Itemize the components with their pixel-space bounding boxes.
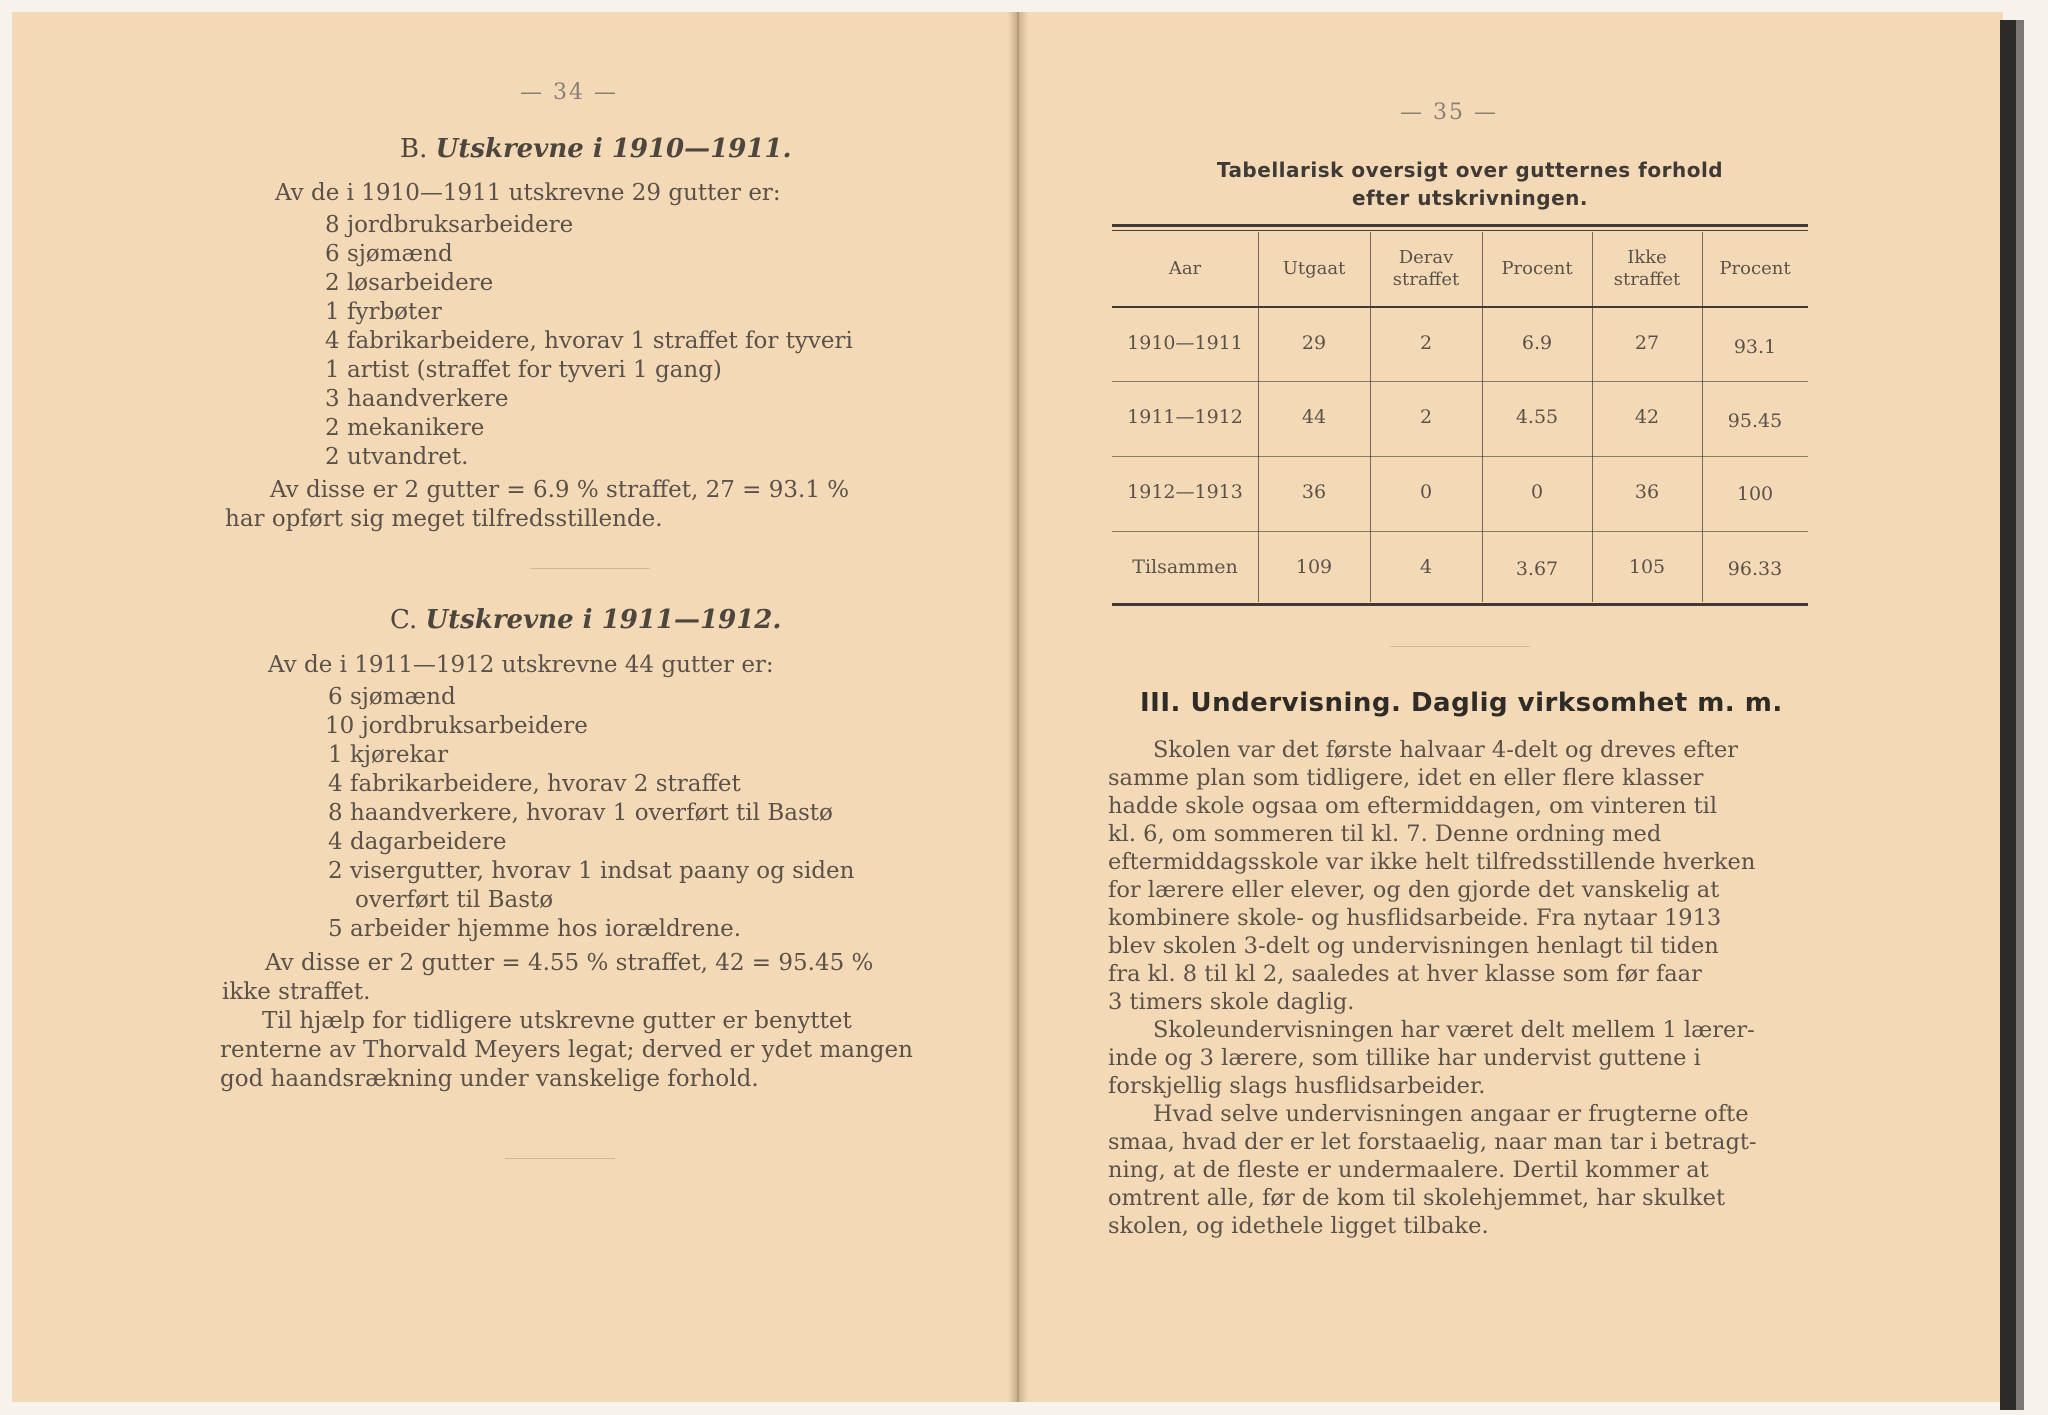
list-item: 2 mekanikere bbox=[325, 415, 485, 441]
list-item: 2 utvandret. bbox=[325, 444, 469, 470]
table-cell: 96.33 bbox=[1727, 558, 1783, 580]
list-item: 4 dagarbeidere bbox=[328, 829, 507, 855]
table-cell: 2 bbox=[1419, 332, 1433, 354]
table-header-cell: Procent bbox=[1501, 258, 1573, 279]
table-bottom-rule bbox=[1112, 603, 1808, 606]
list-item: 2 løsarbeidere bbox=[325, 270, 494, 296]
list-item: 6 sjømænd bbox=[328, 684, 456, 710]
list-item: 5 arbeider hjemme hos iorældrene. bbox=[328, 916, 742, 942]
book-gutter bbox=[1008, 12, 1028, 1402]
table-cell: 29 bbox=[1301, 332, 1327, 354]
paragraph-line: for lærere eller elever, og den gjorde det vanskelig at bbox=[1108, 877, 1720, 903]
closing-line-1: Til hjælp for tidligere utskrevne gutter er benyttet bbox=[262, 1008, 852, 1034]
paragraph-line: kl. 6, om sommeren til kl. 7. Denne ordning med bbox=[1108, 821, 1662, 847]
table-cell: 36 bbox=[1301, 481, 1327, 503]
section-iii-heading: III. Undervisning. Daglig virksomhet m. m. bbox=[1140, 688, 1783, 718]
section-b-title: Utskrevne i 1910—1911. bbox=[435, 134, 792, 164]
table-header-cell: Utgaat bbox=[1282, 258, 1346, 279]
table-cell: 0 bbox=[1530, 481, 1544, 503]
section-c-summary-2: ikke straffet. bbox=[222, 979, 371, 1005]
paragraph-line: eftermiddagsskole var ikke helt tilfredsstillende hverken bbox=[1108, 849, 1756, 875]
paragraph-line: smaa, hvad der er let forstaaelig, naar man tar i betragt- bbox=[1108, 1129, 1757, 1155]
paragraph-line: samme plan som tidligere, idet en eller flere klasser bbox=[1108, 765, 1704, 791]
paragraph-line: 3 timers skole daglig. bbox=[1108, 989, 1355, 1015]
table-cell: 1912—1913 bbox=[1127, 481, 1243, 503]
section-c-heading bbox=[390, 605, 781, 635]
list-item: 1 fyrbøter bbox=[325, 299, 442, 325]
table-header-cell: Aar bbox=[1168, 258, 1202, 279]
divider bbox=[1390, 646, 1530, 647]
paragraph-line: skolen, og idethele ligget tilbake. bbox=[1108, 1213, 1489, 1239]
paragraph-line: Skolen var det første halvaar 4-delt og dreves efter bbox=[1153, 737, 1739, 763]
page-number-right: — 35 — bbox=[1400, 100, 1498, 125]
table-cell: 0 bbox=[1419, 481, 1433, 503]
section-c-title: Utskrevne i 1911—1912. bbox=[425, 605, 782, 635]
table-header-cell: Procent bbox=[1719, 258, 1791, 279]
table-cell: 1911—1912 bbox=[1127, 406, 1243, 428]
section-b-letter: B. bbox=[400, 134, 428, 164]
list-item: 1 artist (straffet for tyveri 1 gang) bbox=[325, 357, 722, 383]
paragraph-line: kombinere skole- og husflidsarbeide. Fra nytaar 1913 bbox=[1108, 905, 1722, 931]
table-row-rule bbox=[1112, 531, 1808, 532]
table-cell: 95.45 bbox=[1727, 410, 1783, 432]
table-title-line-2: efter utskrivningen. bbox=[1351, 186, 1589, 210]
table-cell: 4.55 bbox=[1515, 406, 1559, 428]
table-header-cell: Derav straffet bbox=[1392, 247, 1460, 290]
table-cell: 100 bbox=[1736, 483, 1774, 505]
section-b-intro: Av de i 1910—1911 utskrevne 29 gutter er: bbox=[275, 180, 781, 206]
section-c-summary-1: Av disse er 2 gutter = 4.55 % straffet, 42 = 95.45 % bbox=[265, 950, 874, 976]
divider bbox=[530, 568, 650, 569]
page-number-left: — 34 — bbox=[520, 80, 618, 105]
table-top-rule-thin bbox=[1112, 230, 1808, 231]
table-header-rule bbox=[1112, 306, 1808, 308]
table-cell: 6.9 bbox=[1521, 332, 1553, 354]
closing-line-2: renterne av Thorvald Meyers legat; derved er ydet mangen bbox=[220, 1037, 913, 1063]
list-item: 3 haandverkere bbox=[325, 386, 509, 412]
table-header-cell: Ikke straffet bbox=[1613, 247, 1681, 290]
paragraph-line: Skoleundervisningen har været delt mellem 1 lærer- bbox=[1153, 1017, 1755, 1043]
list-item: 2 visergutter, hvorav 1 indsat paany og siden bbox=[328, 858, 855, 884]
list-item: 6 sjømænd bbox=[325, 241, 453, 267]
list-item: 4 fabrikarbeidere, hvorav 1 straffet for tyveri bbox=[325, 328, 853, 354]
table-row-rule bbox=[1112, 381, 1808, 382]
table-row-rule bbox=[1112, 456, 1808, 457]
list-item: 10 jordbruksarbeidere bbox=[325, 713, 588, 739]
section-c-intro: Av de i 1911—1912 utskrevne 44 gutter er: bbox=[268, 652, 774, 678]
table-cell: Tilsammen bbox=[1132, 556, 1238, 578]
table-top-rule bbox=[1112, 224, 1808, 227]
section-b-summary-2: har opført sig meget tilfredsstillende. bbox=[225, 506, 663, 532]
section-c-letter: C. bbox=[390, 605, 418, 635]
table-cell: 42 bbox=[1634, 406, 1660, 428]
paragraph-line: forskjellig slags husflidsarbeider. bbox=[1108, 1073, 1486, 1099]
section-b-summary-1: Av disse er 2 gutter = 6.9 % straffet, 27 = 93.1 % bbox=[270, 477, 850, 503]
section-b-heading bbox=[400, 134, 792, 164]
paragraph-line: omtrent alle, før de kom til skolehjemmet, har skulket bbox=[1108, 1185, 1726, 1211]
table-cell: 2 bbox=[1419, 406, 1433, 428]
scanner-edge-strip bbox=[2016, 20, 2024, 1410]
table-cell: 3.67 bbox=[1515, 558, 1559, 580]
table-cell: 4 bbox=[1419, 556, 1433, 578]
list-item: overført til Bastø bbox=[355, 887, 554, 913]
table-cell: 93.1 bbox=[1733, 336, 1777, 358]
list-item: 1 kjørekar bbox=[328, 742, 449, 768]
table-cell: 105 bbox=[1628, 556, 1666, 578]
paragraph-line: ning, at de fleste er undermaalere. Dertil kommer at bbox=[1108, 1157, 1709, 1183]
table-title-line-1: Tabellarisk oversigt over gutternes forhold bbox=[1216, 158, 1724, 182]
table-cell: 109 bbox=[1295, 556, 1333, 578]
list-item: 8 jordbruksarbeidere bbox=[325, 212, 574, 238]
list-item: 4 fabrikarbeidere, hvorav 2 straffet bbox=[328, 771, 741, 797]
table-cell: 44 bbox=[1301, 406, 1327, 428]
paragraph-line: blev skolen 3-delt og undervisningen henlagt til tiden bbox=[1108, 933, 1719, 959]
closing-line-3: god haandsrækning under vanskelige forhold. bbox=[220, 1066, 759, 1092]
table-cell: 36 bbox=[1634, 481, 1660, 503]
paragraph-line: fra kl. 8 til kl 2, saaledes at hver klasse som før faar bbox=[1108, 961, 1702, 987]
paragraph-line: inde og 3 lærere, som tillike har undervist guttene i bbox=[1108, 1045, 1701, 1071]
table-cell: 1910—1911 bbox=[1127, 332, 1243, 354]
list-item: 8 haandverkere, hvorav 1 overført til Bastø bbox=[328, 800, 833, 826]
table-cell: 27 bbox=[1634, 332, 1660, 354]
divider bbox=[505, 1158, 615, 1159]
paragraph-line: hadde skole ogsaa om eftermiddagen, om vinteren til bbox=[1108, 793, 1718, 819]
scanner-edge bbox=[2000, 20, 2016, 1410]
paragraph-line: Hvad selve undervisningen angaar er frugterne ofte bbox=[1153, 1101, 1749, 1127]
